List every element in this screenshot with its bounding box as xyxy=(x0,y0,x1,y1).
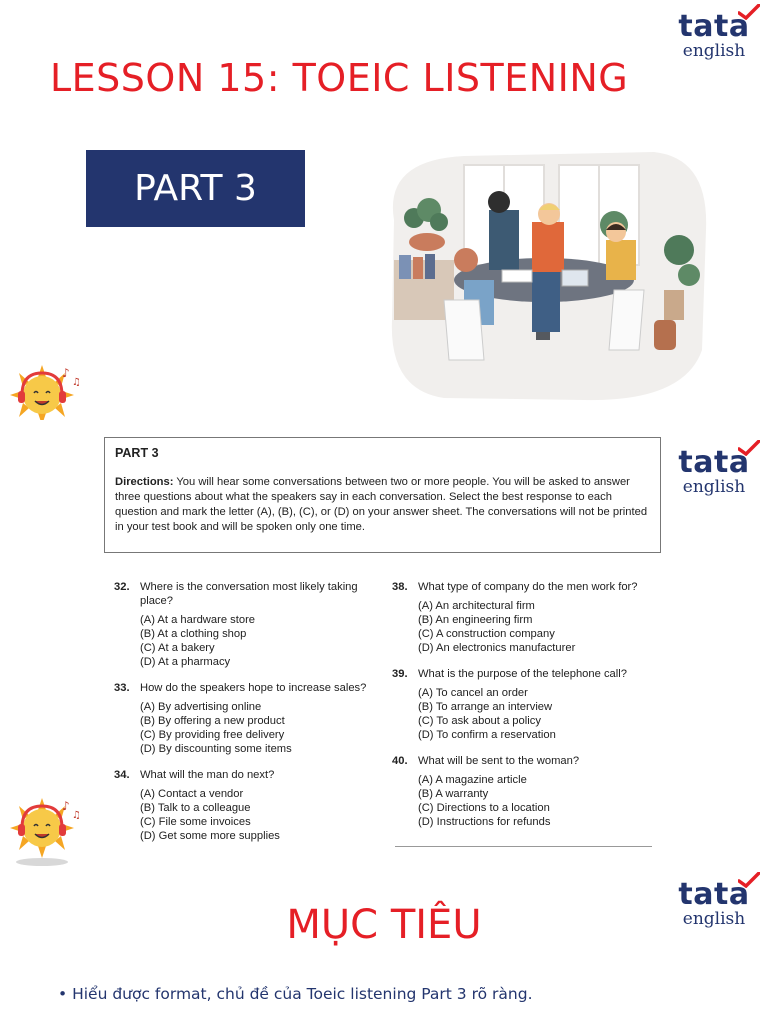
logo-tick-icon xyxy=(738,440,760,456)
question-text: How do the speakers hope to increase sales? xyxy=(140,682,367,694)
slide-objectives xyxy=(0,870,768,1024)
answer-options xyxy=(418,773,654,829)
answer-option: (A) By advertising online xyxy=(140,701,262,713)
answer-option: (D) Get some more supplies xyxy=(140,830,280,842)
question-number: 39. xyxy=(392,668,408,680)
logo-wordmark: tata xyxy=(678,877,750,912)
answer-options xyxy=(140,700,374,756)
part-badge-label: PART 3 xyxy=(134,168,257,209)
svg-text:♫: ♫ xyxy=(72,377,81,388)
question-item xyxy=(392,580,654,655)
answer-option: (A) Contact a vendor xyxy=(140,788,244,800)
logo-wordmark: tata xyxy=(678,9,750,44)
question-text: What is the purpose of the telephone call? xyxy=(418,668,627,680)
question-number: 38. xyxy=(392,581,408,593)
tata-english-logo xyxy=(668,9,760,61)
answer-option: (B) To arrange an interview xyxy=(418,701,553,713)
answer-option: (C) To ask about a policy xyxy=(418,715,541,727)
questions-left-column xyxy=(114,580,374,855)
answer-option: (A) A magazine article xyxy=(418,774,527,786)
question-text: What will be sent to the woman? xyxy=(418,755,580,767)
lesson-title: LESSON 15: TOEIC LISTENING xyxy=(50,56,629,100)
answer-option: (C) By providing free delivery xyxy=(140,729,285,741)
answer-option: (D) By discounting some items xyxy=(140,743,292,755)
logo-tick-icon xyxy=(738,872,760,888)
answer-option: (B) An engineering firm xyxy=(418,614,533,626)
question-text: Where is the conversation most likely taking place? xyxy=(140,581,358,607)
answer-option: (C) At a bakery xyxy=(140,642,215,654)
logo-subtext: english xyxy=(682,41,746,61)
answer-option: (C) File some invoices xyxy=(140,816,251,828)
question-number: 32. xyxy=(114,581,130,593)
answer-option: (D) At a pharmacy xyxy=(140,656,231,668)
directions-text: You will hear some conversations between two or more people. You will be asked to answer three questions about what the speakers say in each conversation. Select the best response to each question and mark the letter (A), (B), (C), or (D) on your answer sheet. The conversations will not be printed in your test book and will be spoken only one time. xyxy=(115,476,648,533)
answer-options xyxy=(140,787,374,843)
logo-subtext: english xyxy=(682,477,746,497)
divider-line xyxy=(395,846,652,847)
svg-text:♫: ♫ xyxy=(72,810,81,821)
question-item xyxy=(114,768,374,843)
part-badge xyxy=(86,150,305,227)
objectives-heading: MỤC TIÊU xyxy=(286,902,482,948)
answer-option: (C) Directions to a location xyxy=(418,802,550,814)
answer-options xyxy=(418,686,654,742)
meeting-illustration xyxy=(384,150,714,405)
slide-test-sample xyxy=(0,420,768,870)
answer-option: (B) At a clothing shop xyxy=(140,628,247,640)
questions-right-column xyxy=(392,580,654,841)
question-text: What type of company do the men work for? xyxy=(418,581,638,593)
question-number: 40. xyxy=(392,755,408,767)
part-heading: PART 3 xyxy=(115,446,159,460)
answer-option: (D) Instructions for refunds xyxy=(418,816,551,828)
answer-option: (C) A construction company xyxy=(418,628,555,640)
question-item xyxy=(392,667,654,742)
answer-option: (A) An architectural firm xyxy=(418,600,535,612)
answer-option: (D) To confirm a reservation xyxy=(418,729,556,741)
directions-paragraph xyxy=(115,475,650,535)
directions-box xyxy=(104,437,661,553)
answer-option: (B) By offering a new product xyxy=(140,715,285,727)
answer-option: (B) A warranty xyxy=(418,788,489,800)
answer-option: (D) An electronics manufacturer xyxy=(418,642,576,654)
logo-subtext: english xyxy=(682,909,746,929)
slide-lesson-title xyxy=(0,0,768,420)
answer-option: (B) Talk to a colleague xyxy=(140,802,251,814)
tata-english-logo xyxy=(668,445,760,497)
question-item xyxy=(392,754,654,829)
question-number: 33. xyxy=(114,682,130,694)
answer-option: (A) At a hardware store xyxy=(140,614,256,626)
answer-options xyxy=(140,613,374,669)
logo-tick-icon xyxy=(738,4,760,20)
sun-headphones-mascot-icon xyxy=(2,796,88,868)
logo-wordmark: tata xyxy=(678,445,750,480)
objective-bullet: • Hiểu được format, chủ đề của Toeic listening Part 3 rõ ràng. xyxy=(58,985,533,1003)
svg-text:♪: ♪ xyxy=(62,799,70,813)
answer-option: (A) To cancel an order xyxy=(418,687,528,699)
directions-label: Directions: xyxy=(115,476,174,488)
question-item xyxy=(114,681,374,756)
question-text: What will the man do next? xyxy=(140,769,275,781)
answer-options xyxy=(418,599,654,655)
question-item xyxy=(114,580,374,669)
question-number: 34. xyxy=(114,769,130,781)
svg-text:♪: ♪ xyxy=(62,366,70,380)
